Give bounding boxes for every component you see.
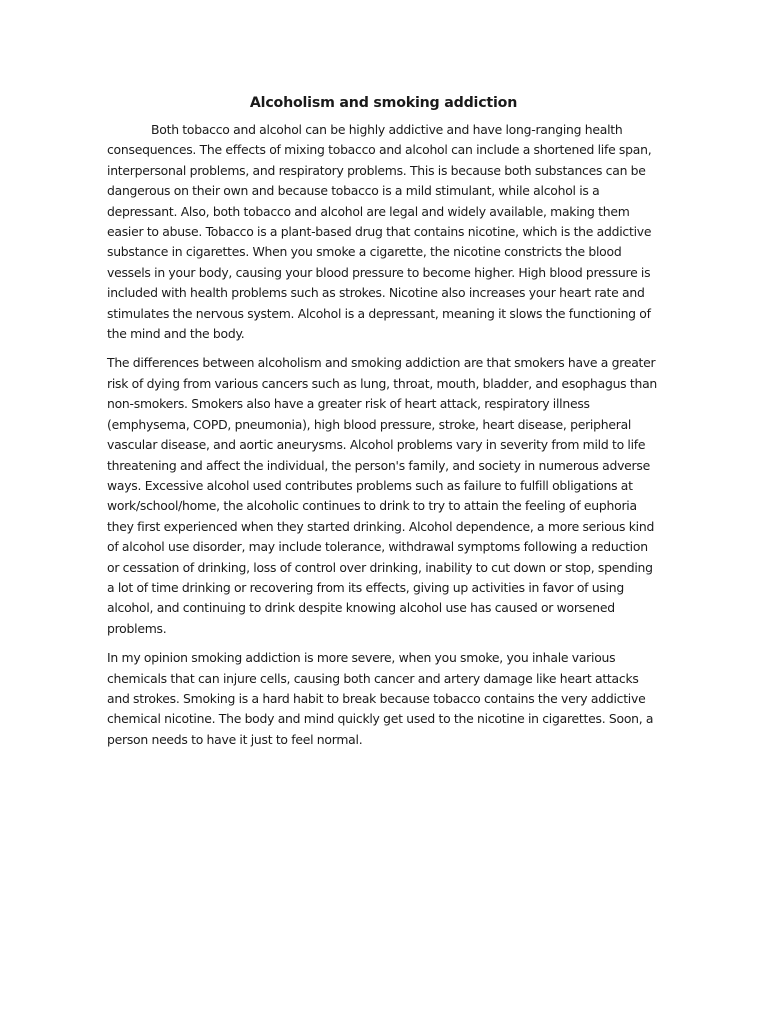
document-title: Alcoholism and smoking addiction: [249, 95, 518, 111]
paragraph-2: The differences between alcoholism and smoking addiction are that smokers have a greater risk of dying from various cancers such as lung, throat, mouth, bladder, and esophagus than non-smokers. Smokers also have a greater risk of heart attack, respiratory illness (emphysema, COPD, pneumonia), high blood pressure, stroke, heart disease, peripheral vascular disease, and aortic aneurysms. Alcohol problems vary in severity from mild to life threatening and affect the individual, the person's family, and society in numerous adverse ways. Excessive alcohol used contributes problems such as failure to fulfill obligations at work/school/home, the alcoholic continues to drink to try to attain the feeling of euphoria they first experienced when they started drinking. Alcohol dependence, a more serious kind of alcohol use disorder, may include tolerance, withdrawal symptoms following a reduction or cessation of drinking, loss of control over drinking, inability to cut down or stop, spending a lot of time drinking or recovering from its effects, giving up activities in favor of using alcohol, and continuing to drink despite knowing alcohol use has caused or worsened problems.: [107, 355, 658, 636]
paragraph-1: Both tobacco and alcohol can be highly addictive and have long-ranging health consequences. The effects of mixing tobacco and alcohol can include a shortened life span, interpersonal problems, and respiratory problems. This is because both substances can be dangerous on their own and because tobacco is a mild stimulant, while alcohol is a depressant. Also, both tobacco and alcohol are legal and widely available, making them easier to abuse. Tobacco is a plant-based drug that contains nicotine, which is the addictive substance in cigarettes. When you smoke a cigarette, the nicotine constricts the blood vessels in your body, causing your blood pressure to become higher. High blood pressure is included with health problems such as strokes. Nicotine also increases your heart rate and stimulates the nervous system. Alcohol is a depressant, meaning it slows the functioning of the mind and the body.: [107, 122, 652, 342]
paragraph-3: In my opinion smoking addiction is more severe, when you smoke, you inhale various chemicals that can injure cells, causing both cancer and artery damage like heart attacks and strokes. Smoking is a hard habit to break because tobacco contains the very addictive chemical nicotine. The body and mind quickly get used to the nicotine in cigarettes. Soon, a person needs to have it just to feel normal.: [107, 650, 654, 747]
